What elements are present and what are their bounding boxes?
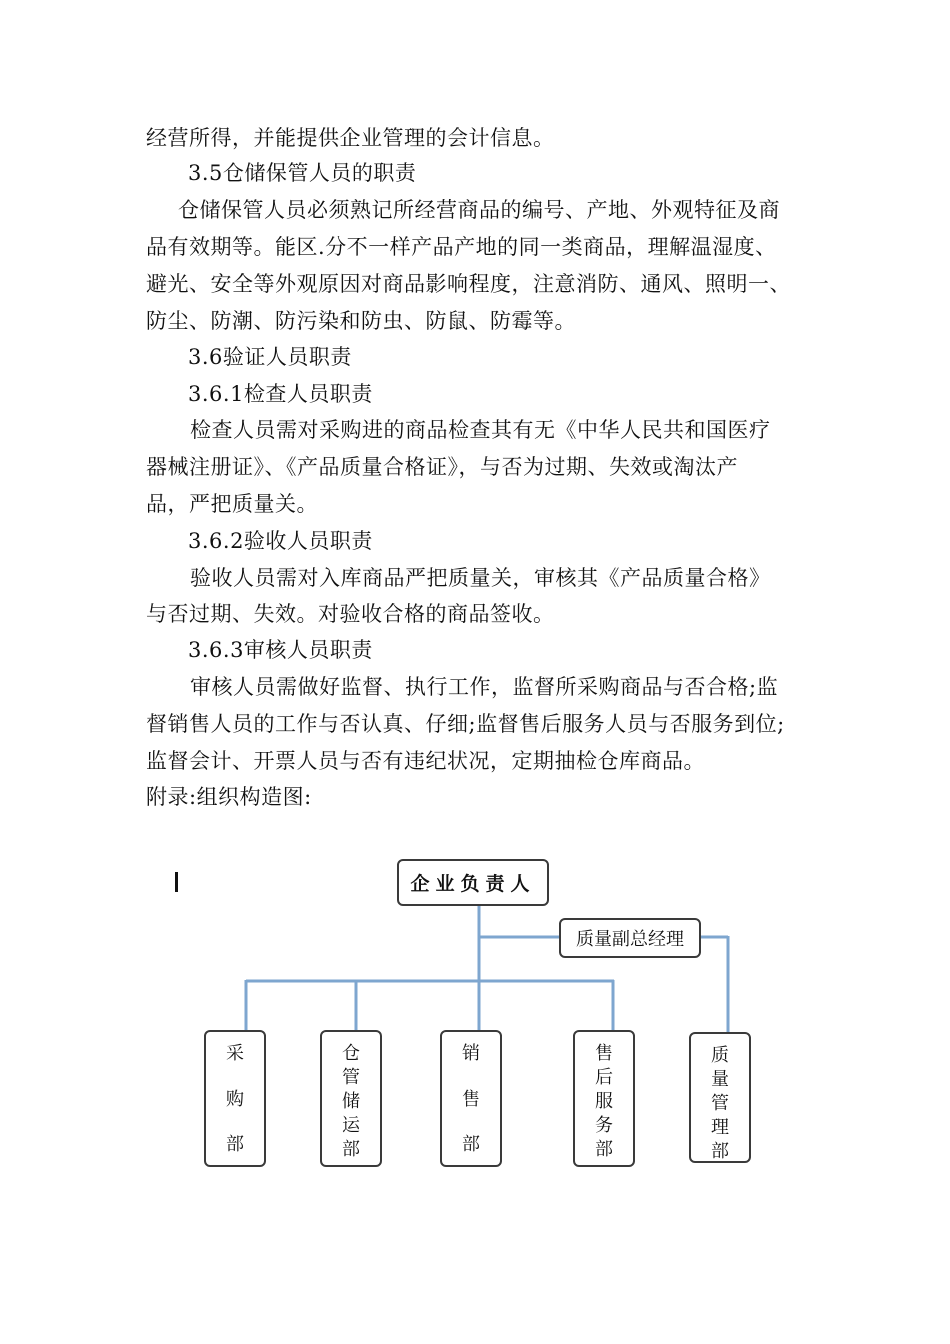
dept-char: 部 bbox=[226, 1134, 244, 1155]
paragraph-line: 仓储保管人员必须熟记所经营商品的编号、产地、外观特征及商 bbox=[178, 198, 780, 222]
section-heading-3-6-2: 3.6.2验收人员职责 bbox=[188, 529, 373, 553]
org-box-sales-dept bbox=[440, 1030, 502, 1167]
org-box-storage-dept bbox=[320, 1030, 382, 1167]
org-box-enterprise-head: 企业负责人 bbox=[397, 859, 549, 906]
dept-char: 部 bbox=[595, 1139, 613, 1160]
org-box-quality-vp: 质量副总经理 bbox=[559, 918, 701, 958]
dept-char: 购 bbox=[226, 1088, 244, 1110]
paragraph-line: 检查人员需对采购进的商品检查其有无《中华人民共和国医疗 bbox=[190, 418, 771, 442]
dept-char: 储 bbox=[342, 1091, 360, 1112]
paragraph-line: 审核人员需做好监督、执行工作，监督所采购商品与否合格;监 bbox=[190, 675, 779, 699]
dept-char: 服 bbox=[595, 1091, 613, 1112]
dept-char: 售 bbox=[462, 1088, 480, 1110]
paragraph-line: 避光、安全等外观原因对商品影响程度，注意消防、通风、照明一、 bbox=[146, 272, 791, 296]
dept-char: 销 bbox=[462, 1043, 480, 1064]
dept-char: 部 bbox=[711, 1141, 729, 1162]
dept-char: 仓 bbox=[342, 1043, 360, 1064]
paragraph-line: 督销售人员的工作与否认真、仔细;监督售后服务人员与否服务到位; bbox=[146, 712, 785, 736]
org-box-quality-mgmt-dept bbox=[689, 1032, 751, 1163]
paragraph-line: 与否过期、失效。对验收合格的商品签收。 bbox=[146, 602, 555, 626]
dept-char: 售 bbox=[595, 1043, 613, 1064]
section-heading-3-5: 3.5仓储保管人员的职责 bbox=[188, 161, 417, 185]
section-heading-3-6: 3.6验证人员职责 bbox=[188, 345, 352, 369]
dept-char: 理 bbox=[711, 1117, 729, 1138]
dept-char: 量 bbox=[711, 1069, 729, 1090]
dept-char: 质 bbox=[711, 1045, 729, 1066]
section-heading-3-6-1: 3.6.1检查人员职责 bbox=[188, 382, 373, 406]
paragraph-line: 品有效期等。能区.分不一样产品产地的同一类商品，理解温湿度、 bbox=[146, 235, 777, 259]
paragraph-line: 验收人员需对入库商品严把质量关，审核其《产品质量合格》 bbox=[190, 566, 771, 590]
paragraph-line: 器械注册证》、《产品质量合格证》，与否为过期、失效或淘汰产 bbox=[146, 455, 738, 479]
org-box-aftersales-dept bbox=[573, 1030, 635, 1167]
dept-char: 后 bbox=[595, 1067, 613, 1088]
org-box-purchase-dept bbox=[204, 1030, 266, 1167]
paragraph-line: 防尘、防潮、防污染和防虫、防鼠、防霉等。 bbox=[146, 309, 576, 333]
paragraph-line: 经营所得，并能提供企业管理的会计信息。 bbox=[146, 126, 555, 150]
dept-char: 部 bbox=[462, 1134, 480, 1155]
dept-char: 采 bbox=[226, 1043, 244, 1064]
dept-char: 管 bbox=[342, 1067, 360, 1088]
dept-char: 务 bbox=[595, 1115, 613, 1136]
dept-char: 运 bbox=[342, 1115, 360, 1136]
section-heading-3-6-3: 3.6.3审核人员职责 bbox=[188, 638, 373, 662]
dept-char: 管 bbox=[711, 1093, 729, 1114]
paragraph-line: 监督会计、开票人员与否有违纪状况，定期抽检仓库商品。 bbox=[146, 749, 705, 773]
paragraph-line: 品，严把质量关。 bbox=[146, 492, 318, 516]
dept-char: 部 bbox=[342, 1139, 360, 1160]
appendix-label: 附录:组织构造图: bbox=[146, 785, 312, 809]
